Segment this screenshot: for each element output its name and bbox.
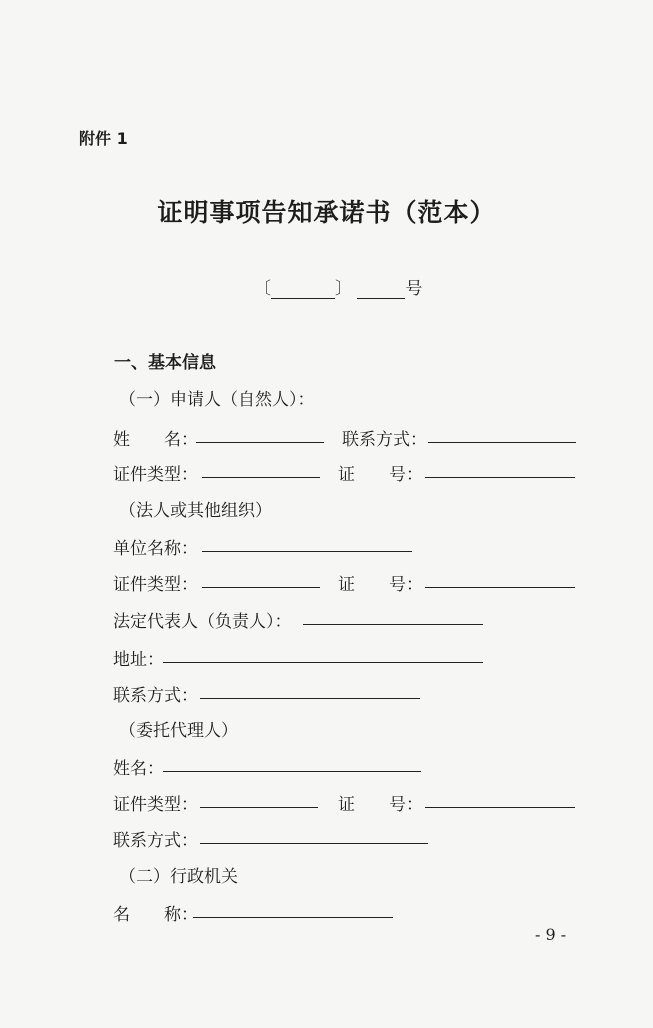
number-blank[interactable] — [357, 280, 405, 299]
label-id-type: 证件类型： — [113, 465, 198, 485]
field-authority-name[interactable] — [193, 917, 393, 918]
label-agent-id-type: 证件类型： — [113, 795, 198, 815]
subheading-authority: （二）行政机关 — [119, 867, 238, 887]
label-contact: 联系方式： — [342, 430, 427, 450]
subheading-legal-person: （法人或其他组织） — [119, 501, 272, 521]
label-agent-name: 姓名： — [113, 759, 164, 779]
field-address[interactable] — [163, 662, 483, 663]
label-org-id-type: 证件类型： — [113, 575, 198, 595]
label-authority-name: 名 称： — [113, 905, 198, 925]
subheading-natural-person: （一）申请人（自然人）： — [119, 390, 315, 410]
subheading-agent: （委托代理人） — [119, 721, 238, 741]
field-legal-rep[interactable] — [303, 624, 483, 625]
field-contact[interactable] — [428, 442, 576, 443]
field-org-id-type[interactable] — [202, 587, 320, 588]
label-org-id-number: 证 号： — [338, 575, 423, 595]
page-title: 证明事项告知承诺书（范本） — [157, 198, 496, 227]
field-agent-id-type[interactable] — [200, 807, 318, 808]
year-blank[interactable] — [271, 280, 335, 299]
field-name[interactable] — [196, 442, 324, 443]
document-number: 〔 〕 号 — [254, 279, 423, 299]
field-org-contact[interactable] — [200, 698, 420, 699]
label-address: 地址： — [113, 650, 164, 670]
field-org-name[interactable] — [202, 551, 412, 552]
label-org-contact: 联系方式： — [113, 686, 198, 706]
label-name: 姓 名： — [113, 430, 198, 450]
field-id-number[interactable] — [425, 477, 575, 478]
field-id-type[interactable] — [202, 477, 320, 478]
label-legal-rep: 法定代表人（负责人）： — [113, 612, 292, 632]
section-heading-basic-info: 一、基本信息 — [114, 353, 216, 373]
field-agent-name[interactable] — [163, 771, 421, 772]
label-agent-contact: 联系方式： — [113, 831, 198, 851]
label-agent-id-number: 证 号： — [338, 795, 423, 815]
field-agent-contact[interactable] — [200, 843, 428, 844]
field-org-id-number[interactable] — [425, 587, 575, 588]
attachment-label: 附件 1 — [79, 129, 128, 148]
field-agent-id-number[interactable] — [425, 807, 575, 808]
page-number: - 9 - — [535, 925, 567, 944]
label-org-name: 单位名称： — [113, 539, 198, 559]
label-id-number: 证 号： — [338, 465, 423, 485]
